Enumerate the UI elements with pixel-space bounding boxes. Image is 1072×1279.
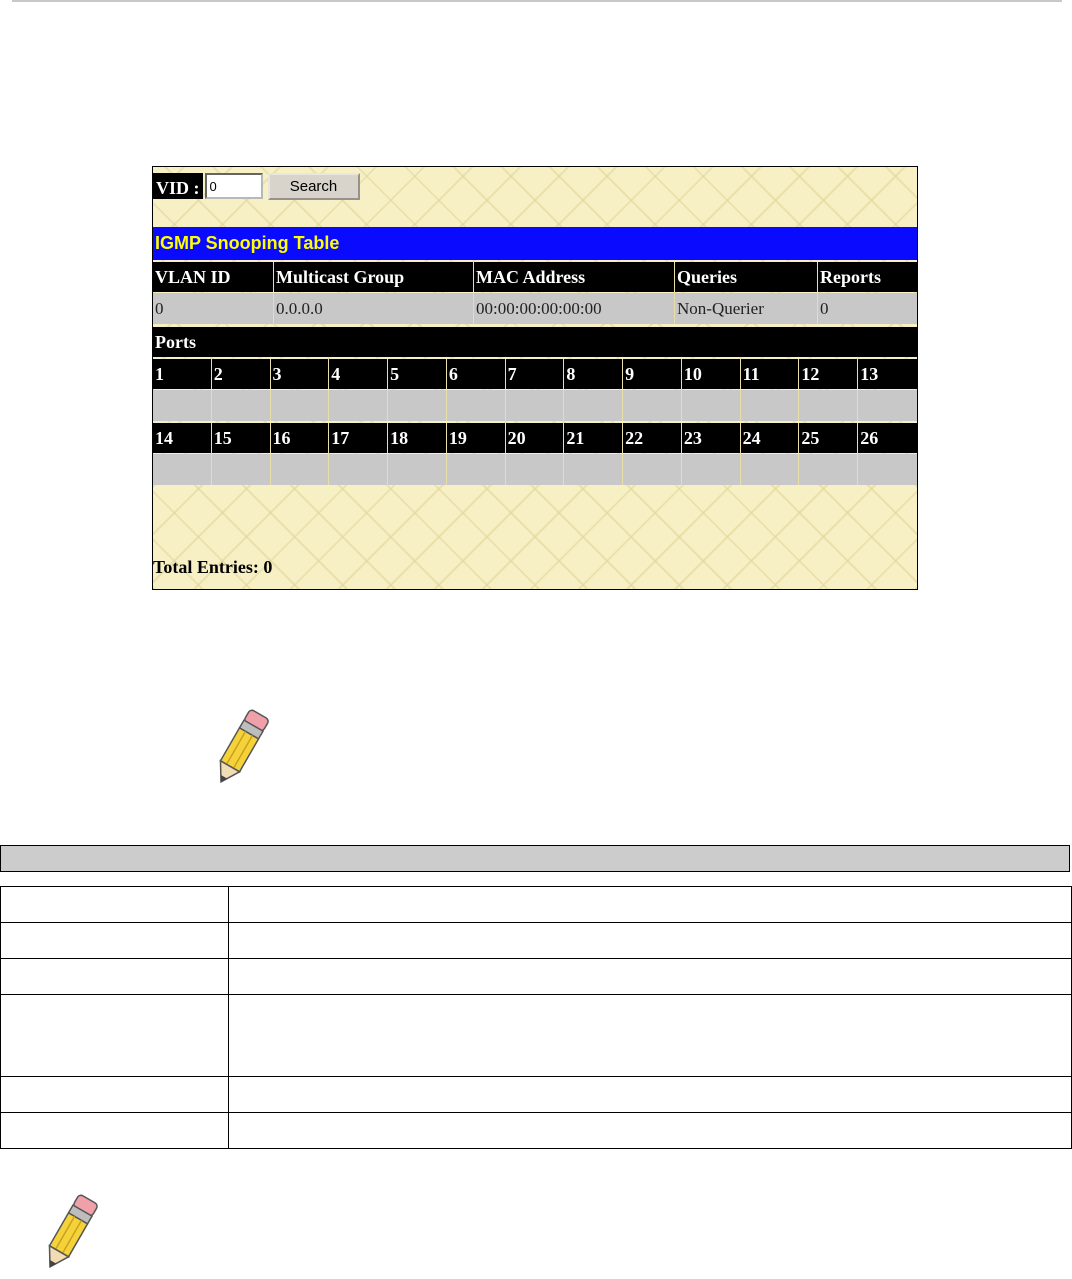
port-value <box>153 454 212 485</box>
igmp-snooping-screen <box>152 166 918 590</box>
table-row <box>1 923 1072 959</box>
cell-mac-address: 00:00:00:00:00:00 <box>474 293 675 324</box>
port-value <box>682 454 741 485</box>
port-value <box>212 390 271 421</box>
table-row <box>1 959 1072 995</box>
cell-multicast-group: 0.0.0.0 <box>274 293 474 324</box>
description-text <box>229 887 1072 923</box>
port-number: 2 <box>212 359 271 389</box>
port-value <box>388 390 447 421</box>
ports-value-row-1 <box>153 390 917 421</box>
port-value <box>623 454 682 485</box>
cell-queries: Non-Querier <box>675 293 818 324</box>
port-number: 5 <box>388 359 447 389</box>
port-value <box>799 454 858 485</box>
description-term <box>1 1113 229 1149</box>
port-value <box>329 390 388 421</box>
port-number: 18 <box>388 423 447 453</box>
port-value <box>447 390 506 421</box>
port-number: 22 <box>623 423 682 453</box>
ports-value-row-2 <box>153 454 917 485</box>
cell-vlan-id: 0 <box>153 293 274 324</box>
port-value <box>506 454 565 485</box>
port-number: 21 <box>564 423 623 453</box>
port-value <box>799 390 858 421</box>
port-number: 4 <box>329 359 388 389</box>
cell-reports: 0 <box>820 299 829 318</box>
port-value <box>858 454 917 485</box>
ports-number-row-2 <box>153 423 917 453</box>
port-number: 14 <box>153 423 212 453</box>
vid-label: VID : <box>153 173 203 199</box>
port-number: 11 <box>741 359 800 389</box>
port-number: 8 <box>564 359 623 389</box>
description-text <box>229 923 1072 959</box>
port-number: 1 <box>153 359 212 389</box>
table-header-row <box>153 262 917 292</box>
table-row <box>153 293 917 324</box>
port-value <box>564 390 623 421</box>
pencil-note-icon <box>205 705 275 793</box>
vid-input[interactable] <box>205 173 263 199</box>
description-text <box>229 1077 1072 1113</box>
port-value <box>447 454 506 485</box>
header-queries: Queries <box>675 262 818 292</box>
table-title: IGMP Snooping Table <box>153 227 917 260</box>
port-value <box>212 454 271 485</box>
port-value <box>506 390 565 421</box>
port-number: 20 <box>506 423 565 453</box>
description-table-header <box>0 845 1070 872</box>
port-number: 24 <box>741 423 800 453</box>
port-number: 3 <box>271 359 330 389</box>
port-number: 9 <box>623 359 682 389</box>
port-value <box>388 454 447 485</box>
port-value <box>741 390 800 421</box>
port-value <box>329 454 388 485</box>
port-value <box>153 390 212 421</box>
port-number: 25 <box>799 423 858 453</box>
port-value <box>271 390 330 421</box>
top-rule <box>12 0 1062 2</box>
description-term <box>1 995 229 1077</box>
port-number: 23 <box>682 423 741 453</box>
pencil-note-icon <box>34 1190 104 1278</box>
description-term <box>1 959 229 995</box>
port-value <box>623 390 682 421</box>
port-number: 7 <box>506 359 565 389</box>
port-number: 15 <box>212 423 271 453</box>
description-text <box>229 1113 1072 1149</box>
description-text <box>229 959 1072 995</box>
table-row <box>1 887 1072 923</box>
ports-number-row-1 <box>153 359 917 389</box>
header-mac-address: MAC Address <box>474 262 675 292</box>
header-vlan-id: VLAN ID <box>153 262 274 292</box>
port-value <box>858 390 917 421</box>
port-number: 17 <box>329 423 388 453</box>
port-number: 12 <box>799 359 858 389</box>
table-row <box>1 1113 1072 1149</box>
description-text <box>229 995 1072 1077</box>
port-number: 13 <box>860 364 879 384</box>
search-button[interactable]: Search <box>268 173 360 200</box>
header-multicast-group: Multicast Group <box>274 262 474 292</box>
vid-search-row <box>153 171 360 201</box>
total-entries: Total Entries: 0 <box>153 557 273 577</box>
table-row <box>1 995 1072 1077</box>
description-term <box>1 1077 229 1113</box>
port-value <box>564 454 623 485</box>
description-term <box>1 923 229 959</box>
description-term <box>1 887 229 923</box>
port-number: 6 <box>447 359 506 389</box>
header-reports: Reports <box>820 267 881 287</box>
description-table <box>0 886 1072 1149</box>
port-value <box>682 390 741 421</box>
ports-header: Ports <box>153 327 917 357</box>
table-row <box>1 1077 1072 1113</box>
port-number: 10 <box>682 359 741 389</box>
port-number: 26 <box>860 428 879 448</box>
port-value <box>741 454 800 485</box>
port-value <box>271 454 330 485</box>
port-number: 19 <box>447 423 506 453</box>
port-number: 16 <box>271 423 330 453</box>
